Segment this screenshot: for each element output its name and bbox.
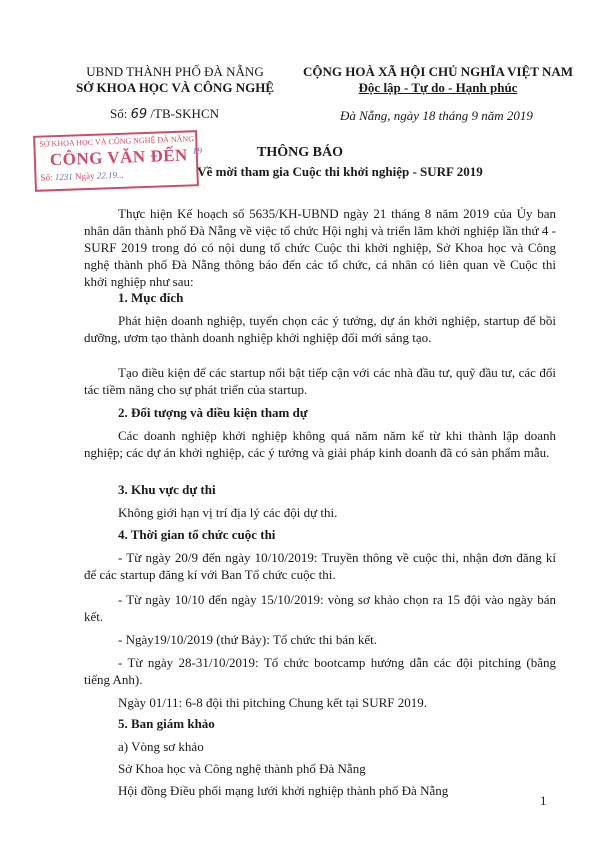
section-4-p3: - Ngày19/10/2019 (thứ Bảy): Tổ chức thi bán kết. [118,632,377,647]
section-5-p3: Hội đồng Điều phối mạng lưới khởi nghiệp thành phố Đà Nẵng [118,783,449,798]
section-1-p1: Phát hiện doanh nghiệp, tuyển chọn các ý tưởng, dự án khởi nghiệp, startup để bồi dưỡng, ươm tạo thành doanh nghiệp khởi nghiệp đổi mới sáng tạo. [84,313,556,345]
stamp-date-label: Ngày [74,170,95,182]
section-1-p2: Tạo điều kiện để các startup nổi bật tiếp cận với các nhà đầu tư, quỹ đầu tư, các đối tác tiềm năng cho sự phát triển của startup. [84,365,556,397]
stamp-no: 1231 [54,171,73,183]
issuer-block [60,64,290,96]
section-5-heading: 5. Ban giám khảo [118,716,215,731]
section-5-p1: a) Vòng sơ khảo [118,739,204,754]
section-3-p1: Không giới hạn vị trí địa lý các đội dự thi. [118,505,338,520]
stamp-no-prefix: Số: [40,172,53,183]
stamp-title-hand: 19 [192,145,203,156]
page-number: 1 [540,793,547,808]
national-motto-block [296,64,580,96]
section-3-heading: 3. Khu vực dự thi [118,482,216,497]
section-4-p1: - Từ ngày 20/9 đến ngày 10/10/2019: Truyền thông về cuộc thi, nhận đơn đăng kí để các startup đăng kí với Ban Tổ chức cuộc thi. [84,550,556,582]
section-4-heading: 4. Thời gian tổ chức cuộc thi [118,527,276,542]
doc-no-suffix: /TB-SKHCN [150,106,220,121]
doc-no-prefix: Số: [110,106,128,121]
issuer-city: UBND THÀNH PHỐ ĐÀ NẴNG [86,64,264,79]
stamp-org: SỞ KHOA HỌC VÀ CÔNG NGHỆ ĐÀ NẴNG [39,134,195,149]
national-motto: Độc lập - Tự do - Hạnh phúc [358,80,518,95]
document-number [110,106,219,122]
section-4-p2: - Từ ngày 10/10 đến ngày 15/10/2019: vòng sơ khảo chọn ra 15 đội vào ngày bán kết. [84,592,556,624]
received-stamp [33,130,203,192]
document-subtitle: Về mời tham gia Cuộc thi khởi nghiệp - SURF 2019 [197,164,483,179]
stamp-number-line [40,170,124,183]
stamp-title-text: CÔNG VĂN ĐẾN [49,145,189,170]
doc-no-value: 69 [130,107,148,122]
document-title: THÔNG BÁO [257,145,343,160]
stamp-date: 22.19... [96,169,124,181]
issuer-department: SỞ KHOA HỌC VÀ CÔNG NGHỆ [75,80,275,95]
date-part1: Đà Nẵng, ngày [340,108,420,123]
date-day: 18 [422,108,436,123]
section-2-p1: Các doanh nghiệp khởi nghiệp không quá năm năm kể từ khi thành lập doanh nghiệp; các dự án khởi nghiệp, các ý tưởng và giải pháp kinh doanh đã có sản phẩm mẫu. [84,428,556,460]
document-date [340,108,533,124]
section-1-heading: 1. Mục đích [118,290,184,305]
intro-paragraph: Thực hiện Kế hoạch số 5635/KH-UBND ngày 21 tháng 8 năm 2019 của Ủy ban nhân dân thành phố Đà Nẵng về việc tổ chức Hội nghị và triển lãm khởi nghiệp lần thứ 4 - SURF 2019 trong đó có nội dung tổ chức Cuộc thi khởi nghiệp, Sở Khoa học và Công nghệ thành phố Đà Nẵng thông báo đến các tổ chức, cá nhân có liên quan về Cuộc thi khởi nghiệp như sau: [84,206,556,289]
national-title: CỘNG HOÀ XÃ HỘI CHỦ NGHĨA VIỆT NAM [302,64,574,79]
section-2-heading: 2. Đối tượng và điều kiện tham dự [118,405,308,420]
section-5-p2: Sở Khoa học và Công nghệ thành phố Đà Nẵng [118,761,366,776]
section-4-p4: - Từ ngày 28-31/10/2019: Tổ chức bootcamp hướng dẫn các đội pitching (bằng tiếng Anh). [84,655,556,687]
section-4-p5: Ngày 01/11: 6-8 đội thi pitching Chung kết tại SURF 2019. [118,695,427,710]
date-part2: tháng 9 năm 2019 [438,108,533,123]
